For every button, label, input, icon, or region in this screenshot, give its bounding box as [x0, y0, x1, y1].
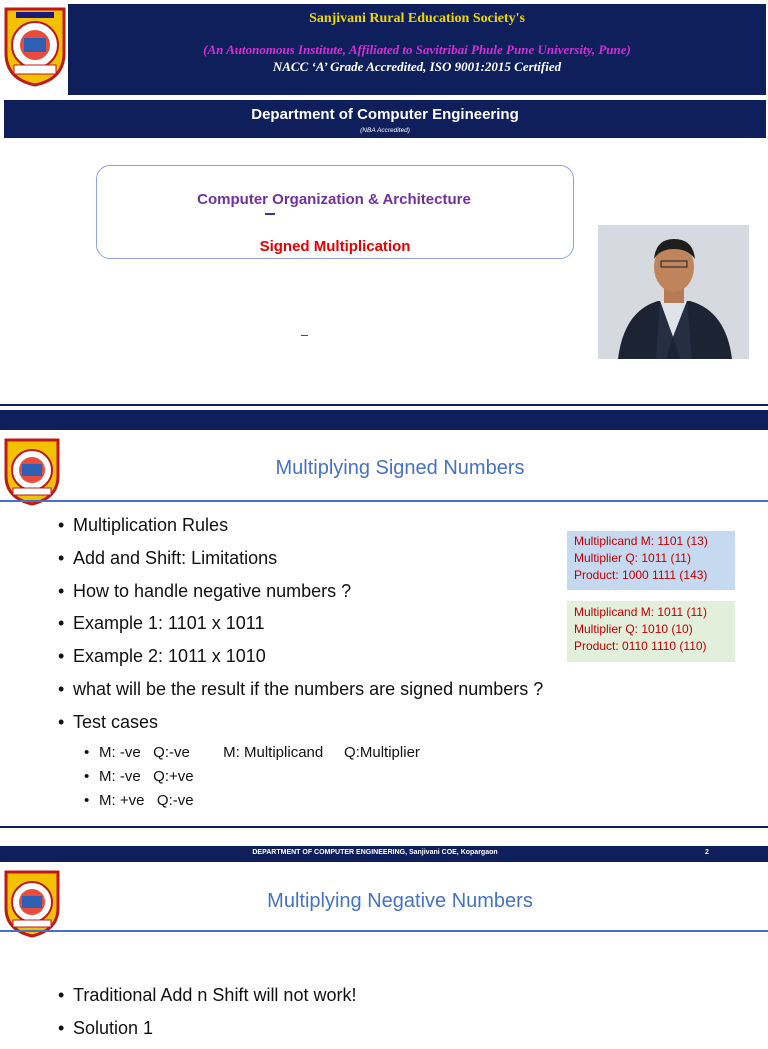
list-item: • what will be the result if the numbers are signed numbers ? — [58, 678, 544, 699]
title-rule — [0, 930, 768, 932]
sub-list-item: • M: -ve Q:+ve — [84, 767, 194, 785]
society-name: Sanjivani Rural Education Society's — [309, 11, 525, 26]
list-item: • Example 2: 1011 x 1010 — [58, 646, 266, 667]
box-line: Product: 1000 1111 (143) — [574, 568, 708, 582]
bullet-list — [58, 983, 658, 1049]
list-item: • Test cases — [58, 711, 159, 732]
sub-list-item: • M: +ve Q:-ve — [84, 792, 194, 810]
college-logo — [2, 436, 62, 506]
list-item: • Traditional Add n Shift will not work! — [58, 985, 357, 1005]
slide-divider — [0, 826, 768, 828]
course-name: Computer Organization & Architecture — [197, 191, 471, 208]
box-line: Multiplicand M: 1101 (13) — [574, 534, 708, 548]
list-item: • Solution 1 — [58, 1018, 154, 1038]
presenter-photo — [598, 225, 749, 359]
footer-text: DEPARTMENT OF COMPUTER ENGINEERING, Sanjivani COE, Kopargaon — [252, 849, 498, 856]
department-name: Department of Computer Engineering — [251, 106, 519, 123]
title-dash — [265, 213, 275, 215]
list-item: • Multiplication Rules — [58, 515, 229, 535]
affiliation-text: (An Autonomous Institute, Affiliated to Savitribai Phule Pune University, Pune) — [203, 42, 631, 57]
list-item: • Example 1: 1101 x 1011 — [58, 613, 265, 634]
sub-list-item: • M: -ve Q:-ve M: Multiplicand Q:Multiplier — [84, 743, 420, 761]
stray-dash — [301, 335, 308, 336]
list-item: • Add and Shift: Limitations — [58, 547, 278, 568]
list-item: • How to handle negative numbers ? — [58, 580, 352, 601]
box-line: Multiplier Q: 1010 (10) — [574, 622, 693, 636]
example2-box — [567, 601, 735, 662]
example1-box — [567, 531, 735, 590]
slide-title: Multiplying Signed Numbers — [275, 457, 525, 479]
lecture-topic: Signed Multiplication — [259, 238, 411, 255]
slide-title: Multiplying Negative Numbers — [267, 890, 533, 912]
box-line: Product: 0110 1110 (110) — [574, 639, 707, 653]
department-note: (NBA Accredited) — [360, 127, 410, 134]
college-logo — [2, 868, 62, 938]
page-number: 2 — [705, 849, 709, 856]
title-rule — [0, 500, 768, 502]
slide-divider-band — [0, 410, 768, 430]
box-line: Multiplier Q: 1011 (11) — [574, 551, 691, 565]
slide-divider — [0, 404, 768, 406]
box-line: Multiplicand M: 1011 (11) — [574, 605, 707, 619]
accreditation-text: NACC ‘A’ Grade Accredited, ISO 9001:2015 Certified — [272, 59, 562, 74]
college-logo — [2, 5, 68, 87]
